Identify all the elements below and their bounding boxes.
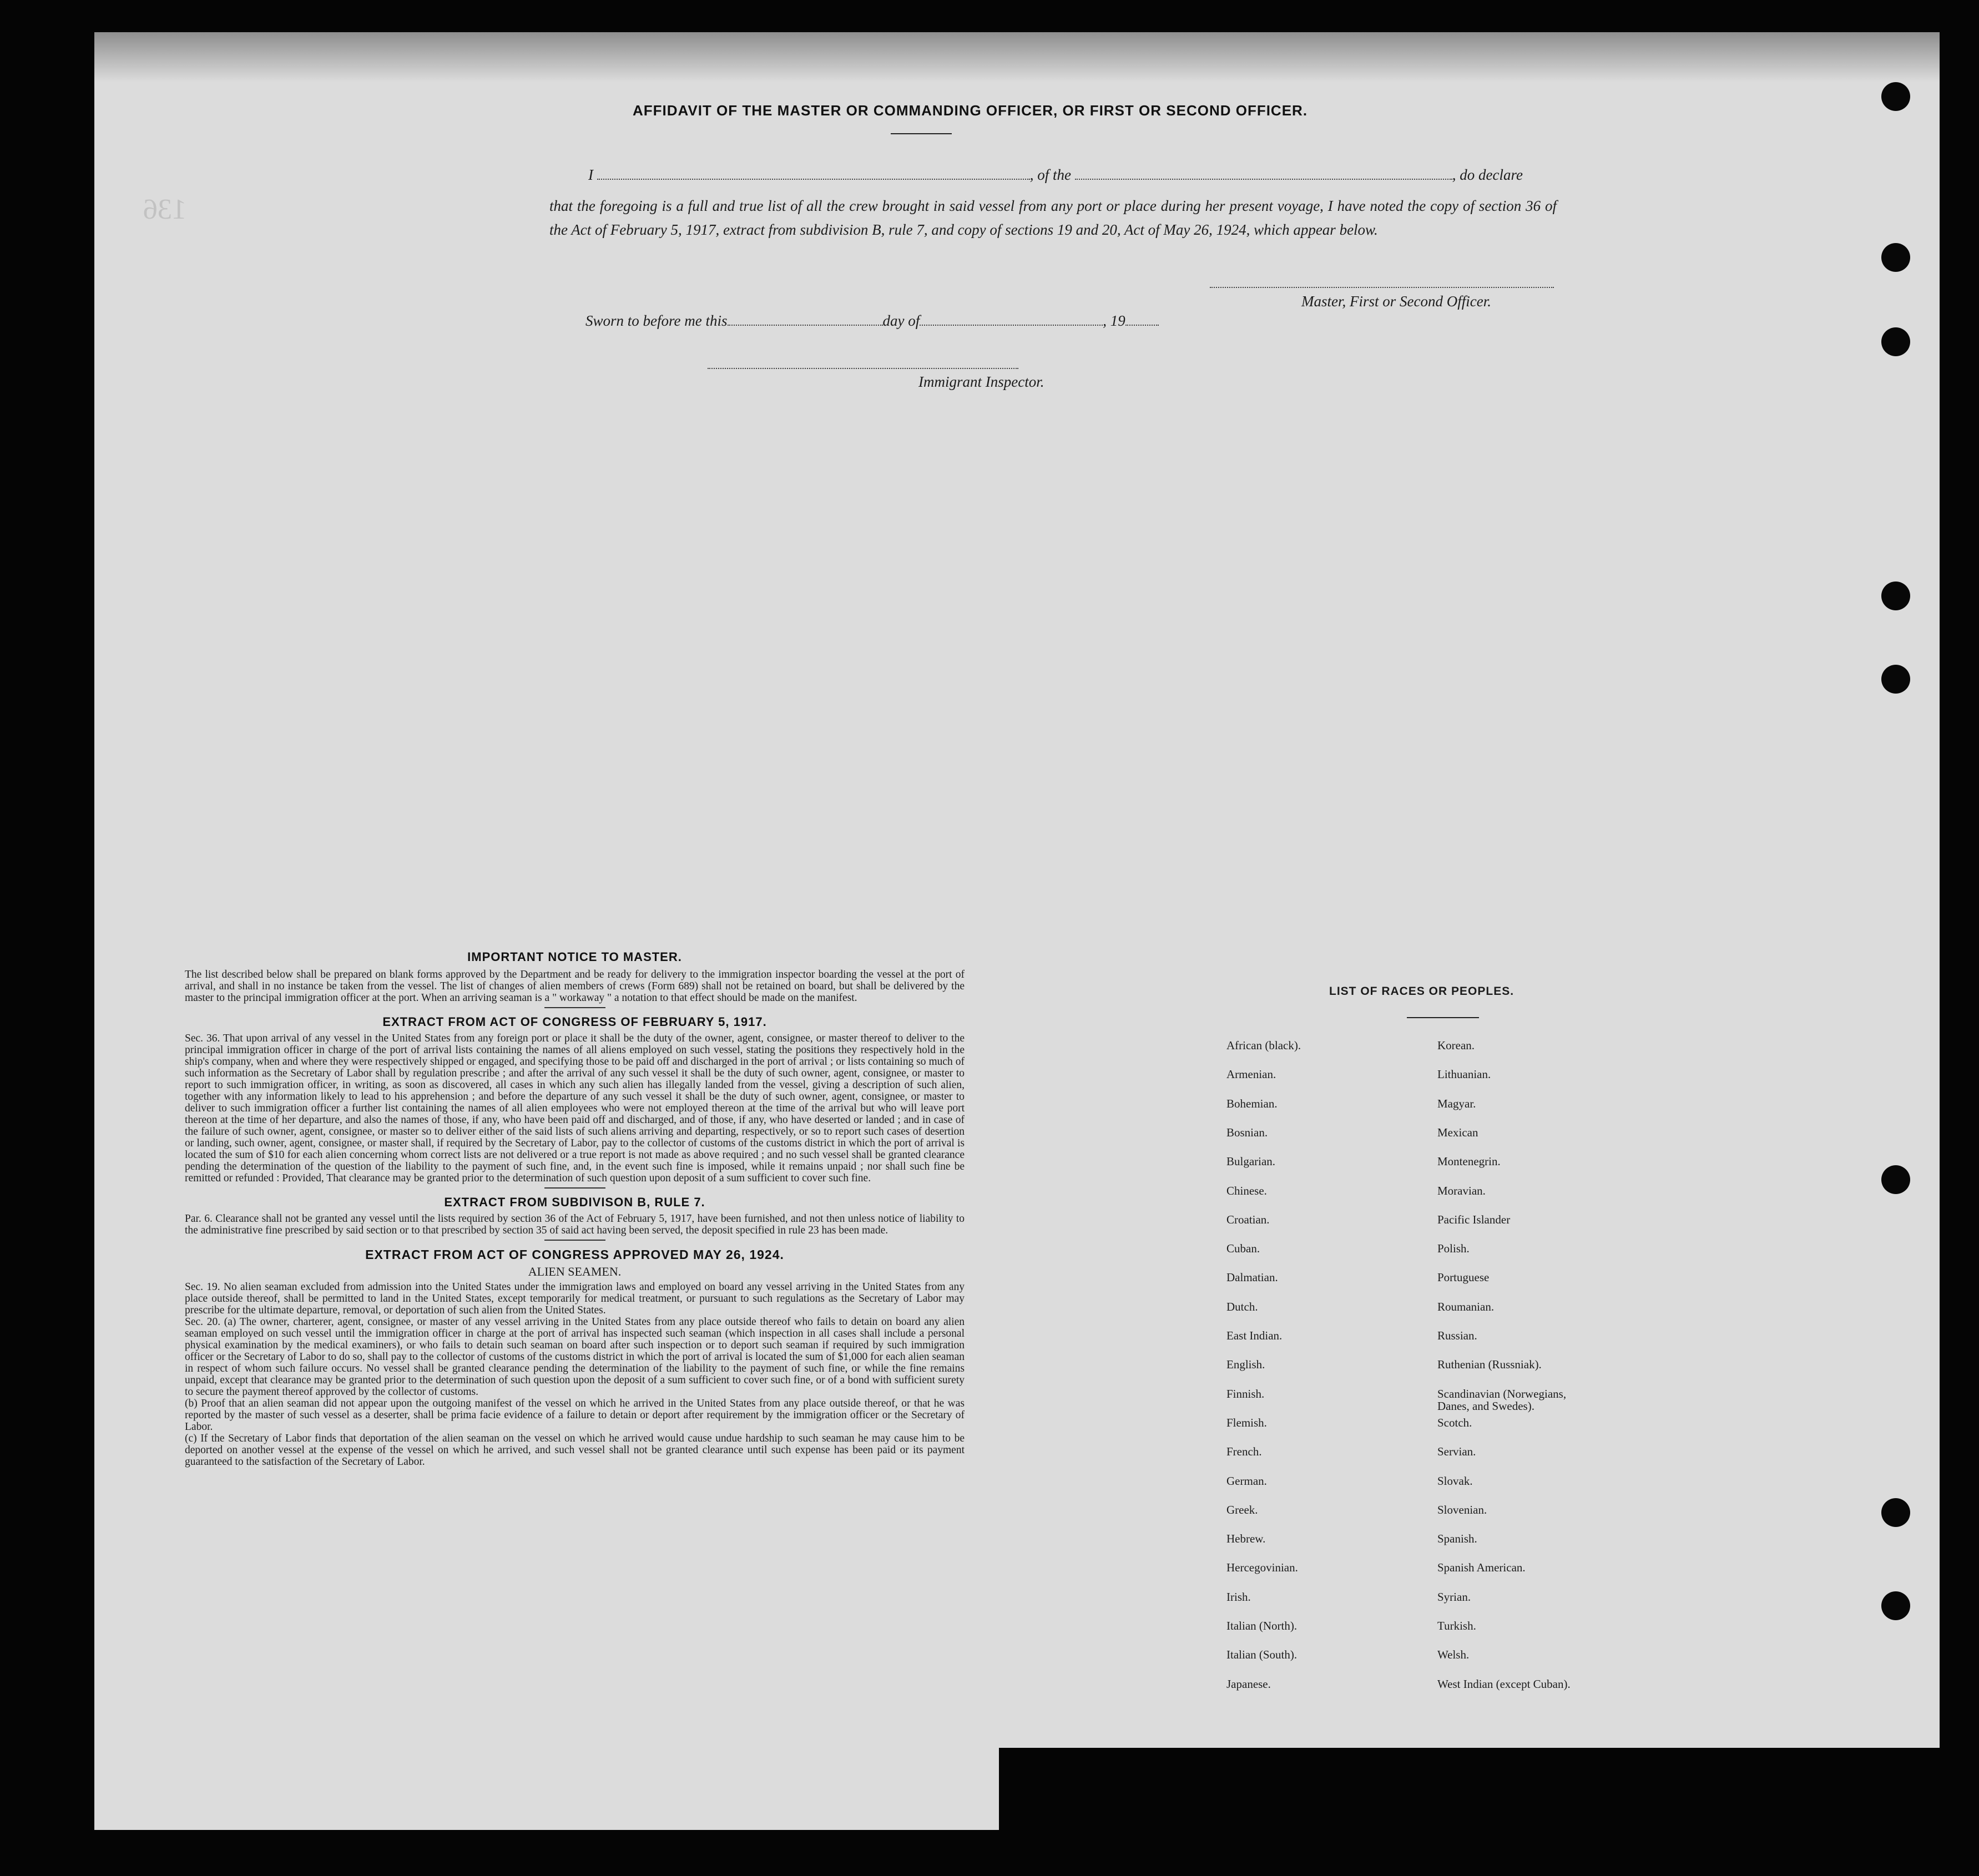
race-item: Portuguese [1437, 1271, 1490, 1285]
race-item: Roumanian. [1437, 1299, 1495, 1313]
race-item: Lithuanian. [1437, 1068, 1491, 1081]
binder-hole [1881, 665, 1910, 694]
race-item: Syrian. [1437, 1590, 1471, 1604]
race-item: Servian. [1437, 1445, 1476, 1459]
sworn-day-of: day of [882, 312, 920, 329]
race-item: East Indian. [1226, 1329, 1283, 1342]
sworn-day-blank[interactable] [728, 315, 883, 326]
section-rule [544, 1187, 605, 1189]
declare-label: , do declare [1452, 166, 1523, 183]
binder-hole [1881, 1165, 1910, 1194]
notice-text: The list described below shall be prepared on blank forms approved by the Department and be ready for delivery to the immigration inspector boarding the vessel at the port of arrival, and shall in no instance be taken from the vessel. The list of changes of alien members of crews (Form 689) shall not be retained on board, but shall be delivered by the master to the principal immigration officer at the port. When an arriving seaman is a " workaway " a notation to that effect should be made on the manifest. [185, 969, 965, 1004]
race-item: German. [1226, 1474, 1267, 1488]
binder-hole [1881, 327, 1910, 356]
race-item: Montenegrin. [1437, 1155, 1501, 1169]
of-the-label: , of the [1029, 166, 1071, 183]
race-item: Magyar. [1437, 1096, 1476, 1110]
race-item: Mexican [1437, 1125, 1478, 1139]
race-item: Japanese. [1226, 1677, 1271, 1691]
binder-hole [1881, 82, 1910, 111]
sec20c-text: (c) If the Secretary of Labor finds that deportation of the alien seaman on the vessel on which he arrived would cause undue hardship to such seaman he may cause him to be deported on another vessel at the expense of the vessel on which he arrived, and such vessel shall not be granted clearance until such expense has been paid or its payment guaranteed to the satisfaction of the Secretary of Labor. [185, 1433, 965, 1468]
race-item: Korean. [1437, 1039, 1475, 1052]
extract2-text: Par. 6. Clearance shall not be granted any vessel until the lists required by section 36 of the Act of February 5, 1917, have been furnished, and not then unless notice of liability to the administrative fine prescribed by said section or to that prescribed by section 35 of said act having been served, the deposit specified in rule 23 has been made. [185, 1213, 965, 1236]
race-item: Greek. [1226, 1503, 1258, 1516]
extract3-title: EXTRACT FROM ACT OF CONGRESS APPROVED MAY 26, 1924. [365, 1247, 784, 1262]
extract1-title: EXTRACT FROM ACT OF CONGRESS OF FEBRUARY 5, 1917. [382, 1015, 767, 1029]
binder-hole [1881, 1591, 1910, 1620]
binder-hole [1881, 1498, 1910, 1527]
race-item: Croatian. [1226, 1212, 1270, 1226]
sec20b-text: (b) Proof that an alien seaman did not appear upon the outgoing manifest of the vessel on which he arrived in the United States from any place outside thereof, or that he was reported by the master of such vessel as a deserter, shall be prima facie evidence of a failure to detain or deport after requirement by the immigration officer or the Secretary of Labor. [185, 1398, 965, 1433]
race-item: Italian (North). [1226, 1619, 1298, 1632]
race-item: Irish. [1226, 1590, 1251, 1604]
race-item: Dalmatian. [1226, 1271, 1278, 1285]
race-item: Turkish. [1437, 1619, 1476, 1632]
race-item: French. [1226, 1445, 1262, 1459]
race-item: Armenian. [1226, 1068, 1276, 1081]
affidavit-title: AFFIDAVIT OF THE MASTER OR COMMANDING OFFICER, OR FIRST OR SECOND OFFICER. [633, 102, 1308, 119]
sworn-line [585, 312, 1159, 330]
inspector-label: Immigrant Inspector. [918, 373, 1044, 390]
race-item: Ruthenian (Russniak). [1437, 1358, 1542, 1372]
binder-hole [1881, 581, 1910, 610]
title-rule [891, 133, 952, 134]
race-item: Hebrew. [1226, 1532, 1266, 1546]
inspector-signature-line[interactable] [708, 368, 1018, 369]
bleedthrough-stamp-number: 136 [143, 194, 186, 225]
pronoun-i: I [588, 166, 593, 183]
page-top-shadow [94, 32, 1940, 82]
notice-to-master [185, 950, 965, 1468]
document-page [94, 32, 1940, 1830]
extract2-title: EXTRACT FROM SUBDIVISON B, RULE 7. [444, 1195, 705, 1209]
race-item: Flemish. [1226, 1415, 1267, 1429]
race-item: Slovak. [1437, 1474, 1473, 1488]
race-item: West Indian (except Cuban). [1437, 1677, 1571, 1691]
race-item: Bulgarian. [1226, 1155, 1276, 1169]
affidavit-declaration-line [588, 166, 1523, 184]
race-item: African (black). [1226, 1039, 1301, 1052]
master-signature-line[interactable] [1210, 287, 1554, 288]
race-item: English. [1226, 1358, 1265, 1372]
race-item: Spanish American. [1437, 1561, 1526, 1575]
race-item: Bosnian. [1226, 1125, 1268, 1139]
race-item: Chinese. [1226, 1184, 1267, 1197]
affidavit-body: that the foregoing is a full and true list of all the crew brought in said vessel from any port or place during her present voyage, I have noted the copy of section 36 of the Act of February 5, 1917, extract from subdivision B, rule 7, and copy of sections 19 and 20, Act of May 26, 1924, which appear below. [549, 198, 1557, 238]
sworn-year: , 19 [1103, 312, 1125, 329]
race-item: Italian (South). [1226, 1648, 1298, 1662]
race-item: Hercegovinian. [1226, 1561, 1298, 1575]
notice-title: IMPORTANT NOTICE TO MASTER. [467, 950, 682, 964]
race-item: Slovenian. [1437, 1503, 1487, 1516]
race-item: Russian. [1437, 1329, 1477, 1342]
race-item: Dutch. [1226, 1299, 1258, 1313]
extract1-text: Sec. 36. That upon arrival of any vessel in the United States from any foreign port or place it shall be the duty of the owner, agent, consignee, or master thereof to deliver to the principal immigration officer in charge of the port of arrival lists containing the names of all aliens employed on such vessel, stating the positions they respectively hold in the ship's company, when and where they were respectively shipped or engaged, and specifying those to be paid off and discharged in the port of arrival ; or lists containing so much of such information as the Secretary of Labor shall by regulation prescribe ; and after the arrival of any such vessel it shall be the duty of such owner, agent, consignee, or master to report to such immigration officer, in writing, as soon as discovered, all cases in which any such alien has illegally landed from the vessel, giving a description of such alien, together with any information likely to lead to his apprehension ; and before the departure of any such vessel it shall be the duty of such owner, agent, consignee, or master to deliver to such immigration officer a further list containing the names of all alien employees who were not employed thereon at the time of the arrival but who will leave port thereon at the time of her departure, and also the names of those, if any, who have been paid off and discharged, and of those, if any, who have deserted or landed ; and in case of the failure of such owner, agent, consignee, or master so to deliver either of the said lists of such aliens arriving and departing, respectively, or so to report such cases of desertion or landing, such owner, agent, consignee, or master shall, if required by the Secretary of Labor, pay to the collector of customs of the customs district in which the port of arrival is located the sum of $10 for each alien concerning whom correct lists are not delivered or a true report is not made as above required ; and no such vessel shall be granted clearance pending the determination of the question of the liability to the payment of such fine, and, in the event such fine is imposed, while it remains unpaid ; nor shall such fine be remitted or refunded : Provided, That clearance may be granted prior to the determination of such question upon deposit of a sum sufficient to cover such fine. [185, 1033, 965, 1184]
race-item: Scotch. [1437, 1415, 1472, 1429]
race-item: Moravian. [1437, 1184, 1486, 1197]
races-title: LIST OF RACES OR PEOPLES. [1329, 985, 1514, 998]
sec19-text: Sec. 19. No alien seaman excluded from admission into the United States under the immigration laws and employed on board any vessel arriving in the United States from any place outside thereof, shall be permitted to land in the United States, except temporarily for medical treatment, or pursuant to such regulations as the Secretary of Labor may prescribe for the ultimate departure, removal, or deportation of such alien from the United States. [185, 1281, 965, 1316]
sworn-month-blank[interactable] [920, 315, 1103, 326]
race-item: Cuban. [1226, 1242, 1260, 1256]
race-item: Pacific Islander [1437, 1212, 1511, 1226]
races-rule [1407, 1017, 1479, 1018]
torn-page-corner [999, 1748, 1942, 1876]
race-item: Polish. [1437, 1242, 1470, 1256]
section-rule [544, 1007, 605, 1008]
name-blank[interactable] [597, 169, 1030, 180]
race-item: Bohemian. [1226, 1096, 1278, 1110]
race-item: Spanish. [1437, 1532, 1477, 1546]
race-item: Finnish. [1226, 1387, 1265, 1400]
binder-hole [1881, 243, 1910, 272]
race-item: Welsh. [1437, 1648, 1470, 1662]
extract3-subtitle: ALIEN SEAMEN. [528, 1265, 622, 1278]
section-rule [544, 1240, 605, 1241]
sworn-year-blank[interactable] [1125, 315, 1159, 326]
vessel-blank[interactable] [1075, 169, 1452, 180]
sworn-prefix: Sworn to before me this [585, 312, 728, 329]
master-signature-label: Master, First or Second Officer. [1301, 293, 1491, 310]
sec20a-text: Sec. 20. (a) The owner, charterer, agent, consignee, or master of any vessel arriving in the United States from any place outside thereof who fails to detain on board any alien seaman employed on such vessel until the immigration officer in charge at the port of arrival has inspected such seaman (which inspection in all cases shall include a personal physical examination by the medical examiners), or who fails to detain such seaman on board after such inspection or to deport such seaman if required by such immigration officer or the Secretary of Labor to do so, shall pay to the collector of customs of the customs district in which the port of arrival is located the sum of $1,000 for each alien seaman in respect of whom such failure occurs. No vessel shall be granted clearance pending the determination of the liability to the payment of such fine, or while the fine remains unpaid, except that clearance may be granted prior to the determination of such question upon the deposit of a sum sufficient to cover such fine, or of a bond with sufficient surety to secure the payment thereof approved by the collector of customs. [185, 1316, 965, 1398]
race-item: Scandinavian (Norwegians, Danes, and Swedes). [1437, 1387, 1567, 1413]
